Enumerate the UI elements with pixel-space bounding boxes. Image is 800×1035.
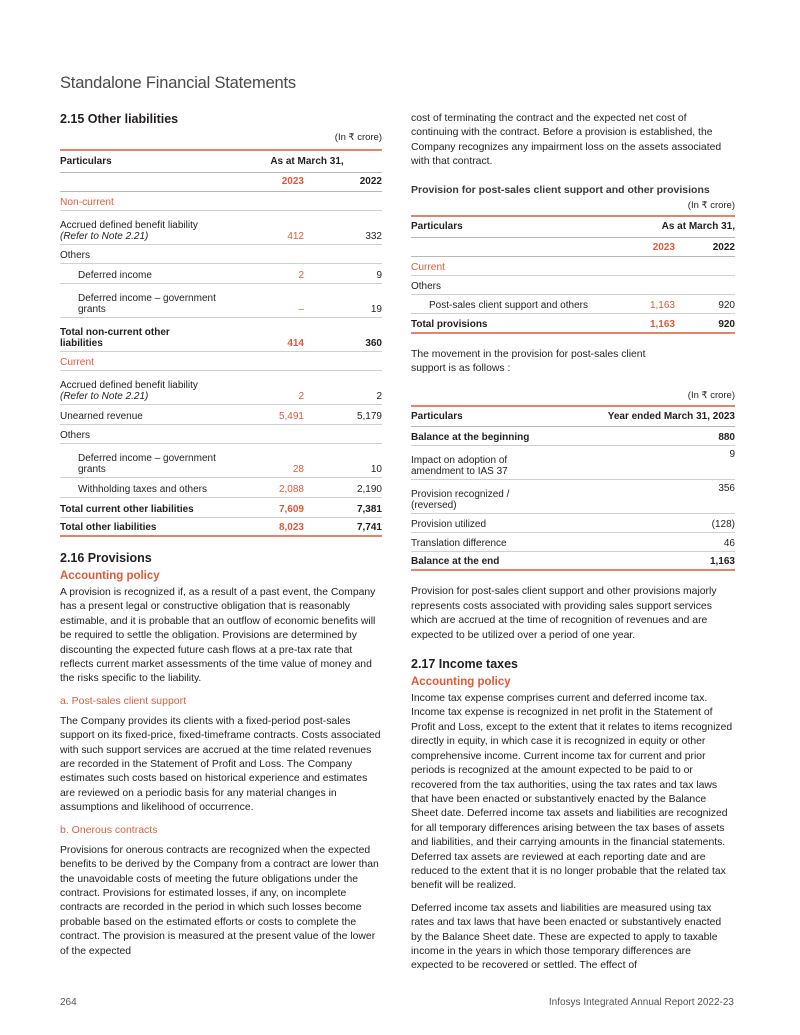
row-label: Total other liabilities	[60, 517, 232, 536]
accounting-policy-heading: Accounting policy	[411, 676, 511, 689]
value-2023: –	[232, 283, 304, 317]
unit-label: (In ₹ crore)	[687, 199, 735, 211]
year-2023: 2023	[611, 238, 675, 257]
value-2023: 8,023	[232, 517, 304, 536]
table-row	[60, 517, 382, 536]
row-label: Deferred income	[60, 263, 232, 283]
provisions-intro: A provision is recognized if, as a result of a past event, the Company has a present legal or constructive obligation that is reasonably estimable, and it is probable that an outflow of economic benefits will be required to settle the obligation. Provisions are determined by discounting the expected future cash flows at a pre-tax rate that reflects current market assessments of the time value of money and the risks specific to the liability.	[60, 587, 376, 685]
report-title: Infosys Integrated Annual Report 2022-23	[548, 997, 734, 1008]
col-particulars: Particulars	[411, 216, 611, 238]
income-tax-paragraph-1: Income tax expense comprises current and deferred income tax. Income tax expense is recognized in net profit in the Statement of Profit and Loss, except to the extent that it relates to items recognized directly in equity, in which case it is recognized in equity or other comprehensive income. Current income tax for current and prior periods is recognized at the amount expected to be paid to or recovered from the tax authorities, using the tax rates and tax laws that have been enacted or substantively enacted by the Balance Sheet date. Deferred income tax assets and liabilities are recognized for all temporary differences arising between the tax bases of assets and liabilities, and their carrying amounts in the financial statements. Deferred tax assets are reviewed at each reporting date and are reduced to the extent that it is no longer probable that the related tax benefit will be realized.	[411, 693, 733, 892]
table-row	[411, 314, 735, 333]
row-value: 9	[571, 445, 735, 479]
value-2022: 5,179	[304, 404, 382, 424]
movement-intro: The movement in the provision for post-sales client support is as follows :	[411, 348, 646, 375]
value-2022: 9	[304, 263, 382, 283]
unit-label: (In ₹ crore)	[334, 132, 382, 143]
page-number: 264	[60, 997, 77, 1008]
table-row	[60, 497, 382, 517]
year-2022: 2022	[675, 238, 735, 257]
value-2023: 7,609	[232, 497, 304, 517]
table-row	[411, 426, 735, 445]
value-2022: 19	[304, 283, 382, 317]
post-sales-paragraph: The Company provides its clients with a fixed-period post-sales support on its fixed-price, fixed-timeframe contracts. Costs associated with such support services are accrued at the time related revenues are recorded in the Statement of Profit and Loss. The Company estimates such costs based on historical experience and estimates are reviewed on a periodic basis for any material changes in assumptions and likelihood of occurrence.	[60, 715, 381, 814]
value-2023: 414	[232, 317, 304, 351]
row-label: Accrued defined benefit liability	[60, 379, 198, 391]
table-row	[411, 445, 735, 479]
row-value: 356	[571, 479, 735, 513]
table-row	[60, 283, 382, 317]
provision-closing-paragraph: Provision for post-sales client support and other provisions majorly represents costs associated with providing sales support services which are accrued at the time of recognition of revenues and are expected to be utilized over a period of one year.	[411, 586, 717, 641]
row-note: (Refer to Note 2.21)	[60, 390, 149, 402]
section-title-other-liabilities: 2.15 Other liabilities	[60, 112, 179, 126]
section-title-provisions: 2.16 Provisions	[60, 551, 152, 565]
row-label-cont: grants	[78, 303, 106, 315]
value-2022: 920	[675, 295, 735, 314]
onerous-paragraph-cont: cost of terminating the contract and the expected net cost of continuing with the contract. Before a provision is established, the Company recognizes any impairment loss on the assets associated with that contract.	[411, 113, 722, 168]
value-2023: 2	[232, 370, 304, 404]
table-row	[411, 513, 735, 532]
row-label: Total current other liabilities	[60, 497, 232, 517]
row-label-cont: amendment to IAS 37	[411, 465, 508, 477]
subheading-post-sales: a. Post-sales client support	[60, 694, 187, 707]
value-2022: 10	[304, 443, 382, 477]
value-2023: 2,088	[232, 477, 304, 497]
left-column	[60, 112, 382, 959]
value-2022: 2	[304, 370, 382, 404]
table-row	[60, 477, 382, 497]
others-label: Others	[60, 424, 382, 443]
value-2022: 2,190	[304, 477, 382, 497]
noncurrent-label: Non-current	[60, 191, 382, 210]
row-label: Provision utilized	[411, 513, 571, 532]
row-label-cont: grants	[78, 463, 106, 475]
table-row	[411, 532, 735, 551]
row-label: Deferred income – government	[78, 292, 216, 304]
table-row	[411, 551, 735, 570]
row-value: 46	[571, 532, 735, 551]
value-2022: 7,381	[304, 497, 382, 517]
value-2023: 2	[232, 263, 304, 283]
year-2022: 2022	[304, 172, 382, 191]
current-label: Current	[411, 257, 735, 276]
onerous-paragraph: Provisions for onerous contracts are recognized when the expected benefits to be derived by the Company from a contract are lower than the unavoidable costs of meeting the future obligations under the contract. Provisions for estimated losses, if any, on incomplete contracts are recorded in the period in which such losses become probable based on the estimated efforts or costs to complete the contract. The provision is measured at the present value of the lower of the expected	[60, 844, 379, 957]
value-2023: 1,163	[611, 295, 675, 314]
table-row	[60, 317, 382, 351]
value-2022: 332	[304, 210, 382, 244]
provision-table-title: Provision for post-sales client support and other provisions	[411, 183, 710, 196]
col-as-at: As at March 31,	[611, 216, 735, 238]
row-label: Impact on adoption of	[411, 454, 508, 466]
col-year-ended: Year ended March 31, 2023	[571, 406, 735, 426]
value-2023: 28	[232, 443, 304, 477]
row-label-cont: (reversed)	[411, 499, 457, 511]
page-header: Standalone Financial Statements	[60, 74, 296, 92]
row-value: 1,163	[571, 551, 735, 570]
value-2023: 5,491	[232, 404, 304, 424]
value-2023: 412	[232, 210, 304, 244]
table-row	[411, 479, 735, 513]
table-row	[411, 295, 735, 314]
year-2023: 2023	[232, 172, 304, 191]
row-label: Balance at the beginning	[411, 426, 571, 445]
row-label: Translation difference	[411, 532, 571, 551]
table-row	[60, 370, 382, 404]
accounting-policy-heading: Accounting policy	[60, 570, 160, 582]
value-2023: 1,163	[611, 314, 675, 333]
table-row	[60, 210, 382, 244]
movement-table	[411, 405, 735, 571]
unit-label: (In ₹ crore)	[687, 390, 735, 402]
row-label: Post-sales client support and others	[411, 295, 611, 314]
other-liabilities-table	[60, 149, 382, 537]
current-label: Current	[60, 351, 382, 370]
section-title-income-taxes: 2.17 Income taxes	[411, 657, 519, 672]
col-particulars: Particulars	[60, 150, 232, 172]
row-label: Deferred income – government	[78, 452, 216, 464]
row-label: Accrued defined benefit liability	[60, 219, 198, 231]
right-column	[411, 112, 735, 974]
row-value: (128)	[571, 513, 735, 532]
value-2022: 920	[675, 314, 735, 333]
row-note: (Refer to Note 2.21)	[60, 230, 149, 242]
row-label: Unearned revenue	[60, 404, 232, 424]
subheading-onerous: b. Onerous contracts	[60, 823, 158, 836]
value-2022: 7,741	[304, 517, 382, 536]
value-2022: 360	[304, 317, 382, 351]
row-label: Provision recognized /	[411, 488, 510, 500]
row-label-cont: liabilities	[60, 337, 103, 349]
table-row	[60, 404, 382, 424]
row-label: Total non-current other	[60, 326, 170, 338]
col-particulars: Particulars	[411, 406, 571, 426]
table-row	[60, 263, 382, 283]
income-tax-paragraph-2: Deferred income tax assets and liabilities are measured using tax rates and tax laws that have been enacted or substantively enacted by the Balance Sheet date. These are expected to apply to taxable income in the years in which those temporary differences are expected to be recovered or settled. The effect of	[411, 902, 722, 972]
table-row	[60, 443, 382, 477]
others-label: Others	[411, 276, 735, 295]
row-label: Withholding taxes and others	[60, 477, 232, 497]
row-label: Balance at the end	[411, 551, 571, 570]
col-as-at: As at March 31,	[232, 150, 382, 172]
provisions-table	[411, 215, 735, 334]
row-label: Total provisions	[411, 314, 611, 333]
others-label: Others	[60, 244, 382, 263]
row-value: 880	[571, 426, 735, 445]
